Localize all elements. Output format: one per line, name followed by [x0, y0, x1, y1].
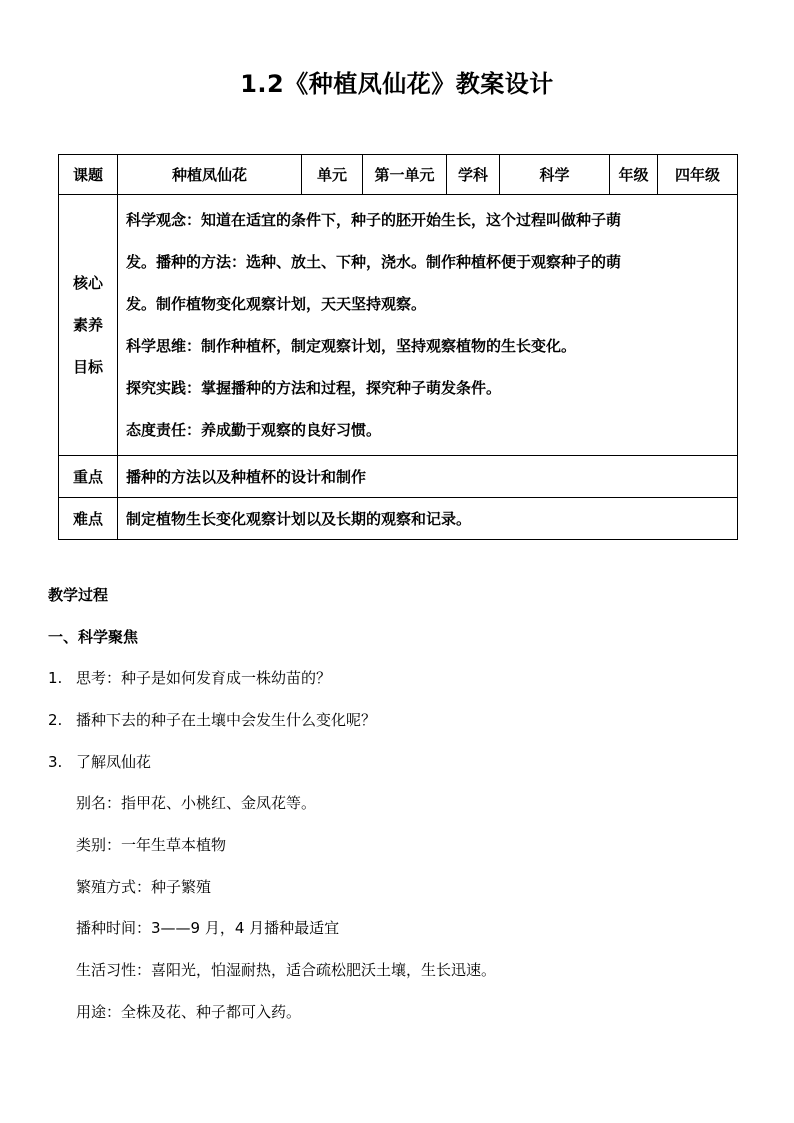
core-goals-label: [59, 195, 118, 456]
core-goals-row: [59, 195, 738, 456]
core-goal-line: 科学思维：制作种植杯，制定观察计划，坚持观察植物的生长变化。: [126, 337, 577, 355]
topic-label: 课题: [59, 155, 118, 195]
table-header-row: [59, 155, 738, 195]
detail-propagation: 繁殖方式：种子繁殖: [76, 878, 212, 896]
difficulty-label: 难点: [59, 498, 118, 540]
page-title: 1.2《种植凤仙花》教案设计: [240, 70, 554, 98]
core-label-line: 目标: [72, 358, 103, 376]
core-goals-content: [118, 195, 738, 456]
item-text: 了解凤仙花: [76, 753, 152, 771]
difficulty-value: 制定植物生长变化观察计划以及长期的观察和记录。: [118, 498, 738, 540]
detail-alias: 别名：指甲花、小桃红、金凤花等。: [76, 794, 317, 812]
section-science-focus: 一、科学聚焦: [48, 628, 139, 646]
topic-value: 种植凤仙花: [118, 155, 302, 195]
process-heading: 教学过程: [48, 586, 109, 604]
unit-value: 第一单元: [363, 155, 447, 195]
core-label-line: 素养: [72, 316, 103, 334]
grade-value: 四年级: [658, 155, 738, 195]
key-point-label: 重点: [59, 456, 118, 498]
key-point-value: 播种的方法以及种植杯的设计和制作: [118, 456, 738, 498]
difficulty-row: [59, 498, 738, 540]
unit-label: 单元: [302, 155, 363, 195]
core-goal-line: 发。制作植物变化观察计划，天天坚持观察。: [126, 295, 427, 313]
item-text: 思考：种子是如何发育成一株幼苗的？: [76, 669, 332, 687]
core-goal-line: 态度责任：养成勤于观察的良好习惯。: [126, 421, 382, 439]
item-number: 3.: [48, 753, 63, 771]
item-text: 播种下去的种子在土壤中会发生什么变化呢？: [76, 711, 377, 729]
core-label-line: 核心: [72, 274, 103, 292]
core-goal-line: 科学观念：知道在适宜的条件下，种子的胚开始生长，这个过程叫做种子萌: [126, 211, 622, 229]
detail-category: 类别：一年生草本植物: [76, 836, 227, 854]
core-goal-line: 探究实践：掌握播种的方法和过程，探究种子萌发条件。: [126, 379, 502, 397]
item-number: 2.: [48, 711, 63, 729]
grade-label: 年级: [610, 155, 658, 195]
list-item: [48, 667, 331, 688]
item-number: 1.: [48, 669, 63, 687]
key-point-row: [59, 456, 738, 498]
lesson-info-table: [58, 154, 738, 540]
detail-sowing-time: 播种时间：3——9 月，4 月播种最适宜: [76, 919, 340, 937]
subject-value: 科学: [500, 155, 610, 195]
detail-uses: 用途：全株及花、种子都可入药。: [76, 1003, 302, 1021]
core-goal-line: 发。播种的方法：选种、放土、下种，浇水。制作种植杯便于观察种子的萌: [126, 253, 622, 271]
subject-label: 学科: [447, 155, 500, 195]
list-item: [48, 751, 151, 772]
list-item: [48, 709, 376, 730]
detail-habits: 生活习性：喜阳光，怕湿耐热，适合疏松肥沃土壤，生长迅速。: [76, 961, 497, 979]
